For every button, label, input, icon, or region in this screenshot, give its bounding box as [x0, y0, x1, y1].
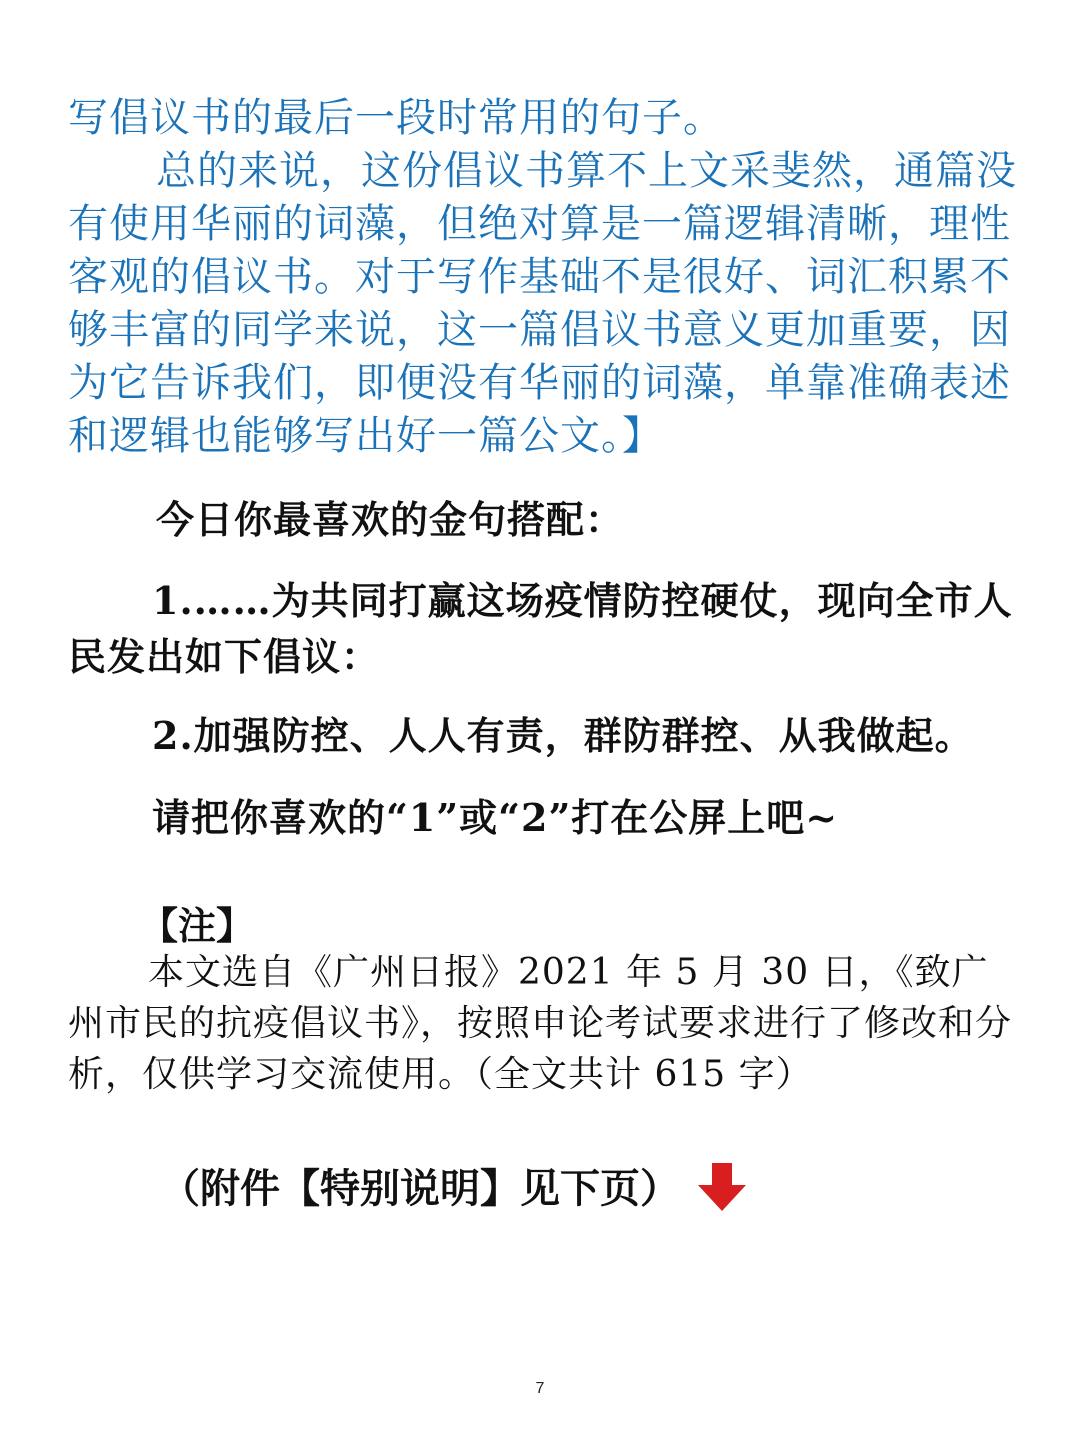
note-body — [68, 947, 1018, 1100]
quote-item-2: 2.加强防控、人人有责，群防群控、从我做起。 — [152, 713, 974, 758]
quote-prompt: 请把你喜欢的“1”或“2”打在公屏上吧~ — [152, 795, 839, 840]
analysis-paragraph-2: 总的来说，这份倡议书算不上文采斐然，通篇没有使用华丽的词藻，但绝对算是一篇逻辑清晰，理性客观的倡议书。对于写作基础不是很好、词汇积累不够丰富的同学来说，这一篇倡议书意义更加重要，因为它告诉我们，即便没有华丽的词藻，单靠准确表述和逻辑也能够写出好一篇公文。】 — [68, 148, 1017, 459]
attachment-label: （附件【特别说明】见下页） — [160, 1165, 680, 1212]
down-arrow-icon — [692, 1155, 752, 1215]
analysis-section — [68, 92, 1018, 463]
note-text: 本文选自《广州日报》2021 年 5 月 30 日，《致广州市民的抗疫倡议书》，按照申论考试要求进行了修改和分析，仅供学习交流使用。（全文共计 615 字） — [68, 952, 1013, 1095]
analysis-paragraph-1: 写倡议书的最后一段时常用的句子。 — [68, 95, 724, 141]
attachment-notice — [160, 1155, 752, 1215]
quote-item-1: 1.……为共同打赢这场疫情防控硬仗，现向全市人民发出如下倡议： — [68, 578, 1013, 679]
page-number: 7 — [535, 1380, 545, 1397]
note-heading: 【注】 — [140, 903, 255, 948]
quotes-heading: 今日你最喜欢的金句搭配： — [156, 497, 625, 542]
